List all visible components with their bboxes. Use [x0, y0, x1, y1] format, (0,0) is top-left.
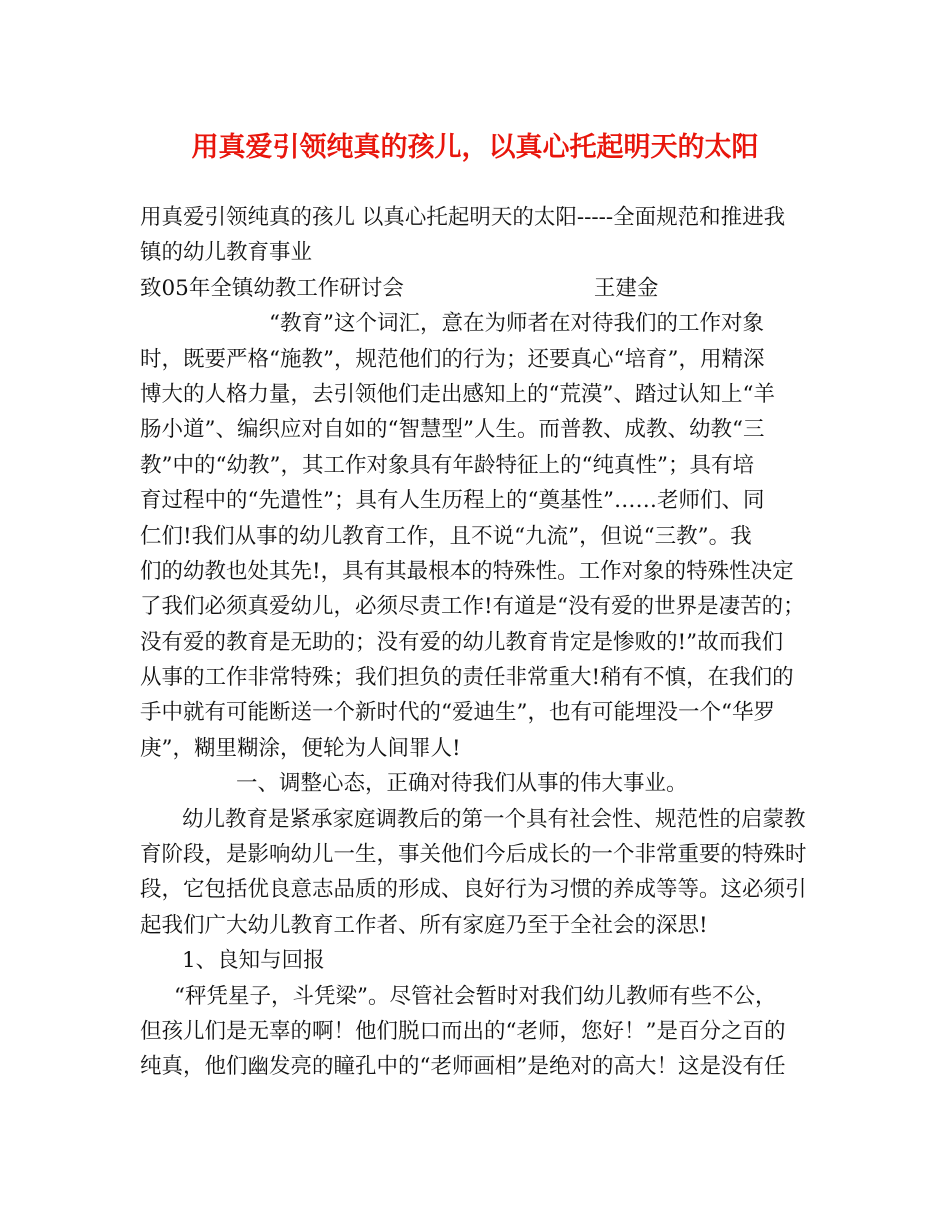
- subtitle-line: 镇的幼儿教育事业: [140, 240, 313, 266]
- paragraph-line: 时，既要严格“施教”，规范他们的行为；还要真心“培育”，用精深: [140, 346, 765, 372]
- paragraph-line: 庚”，糊里糊涂，便轮为人间罪人!: [140, 735, 461, 761]
- paragraph-line: 但孩儿们是无辜的啊！他们脱口而出的“老师，您好！”是百分之百的: [140, 1018, 786, 1044]
- author-name: 王建金: [593, 275, 659, 301]
- paragraph-line: 们的幼教也处其先!，具有其最根本的特殊性。工作对象的特殊性决定: [140, 558, 794, 584]
- paragraph-line: 幼儿教育是紧承家庭调教后的第一个具有社会性、规范性的启蒙教: [182, 806, 806, 832]
- paragraph-line: 博大的人格力量，去引领他们走出感知上的“荒漠”、踏过认知上“羊: [140, 381, 775, 407]
- document-title: 用真爱引领纯真的孩儿，以真心托起明天的太阳: [191, 132, 759, 163]
- paragraphs-container: [140, 306, 840, 1085]
- paragraph: [140, 943, 840, 978]
- paragraph: [140, 979, 840, 1085]
- occasion-text: 致05年全镇幼教工作研讨会: [140, 275, 404, 301]
- paragraph-line: 了我们必须真爱幼儿，必须尽责工作!有道是“没有爱的世界是凄苦的；: [140, 594, 805, 620]
- paragraph: [140, 802, 840, 944]
- paragraph-line: “教育”这个词汇，意在为师者在对待我们的工作对象: [269, 311, 764, 337]
- paragraph-line: 仁们!我们从事的幼儿教育工作，且不说“九流”，但说“三教”。我: [140, 523, 752, 549]
- paragraph-line: 育阶段，是影响幼儿一生，事关他们今后成长的一个非常重要的特殊时: [140, 842, 807, 868]
- paragraph-line: 段，它包括优良意志品质的形成、良好行为习惯的养成等等。这必须引: [140, 877, 807, 903]
- subtitle-line: 用真爱引领纯真的孩儿 以真心托起明天的太阳-----全面规范和推进我: [140, 205, 786, 230]
- paragraph-line: 一、调整心态，正确对待我们从事的伟大事业。: [236, 771, 688, 797]
- paragraph-line: “秤凭星子，斗凭梁”。尽管社会暂时对我们幼儿教师有些不公，: [174, 983, 777, 1009]
- paragraph-line: 从事的工作非常特殊；我们担负的责任非常重大!稍有不慎，在我们的: [140, 665, 794, 691]
- occasion-line: [140, 271, 840, 306]
- paragraph-line: 起我们广大幼儿教育工作者、所有家庭乃至于全社会的深思!: [140, 912, 708, 938]
- paragraph-line: 教”中的“幼教”，其工作对象具有年龄特征上的“纯真性”；具有培: [140, 452, 754, 478]
- paragraph-line: 1、良知与回报: [182, 948, 325, 974]
- paragraph: [140, 766, 840, 801]
- paragraph-line: 肠小道”、编织应对自如的“智慧型”人生。而普教、成教、幼教“三: [140, 417, 765, 443]
- document-body: [140, 200, 840, 1085]
- paragraph: [140, 306, 840, 766]
- paragraph-line: 纯真，他们幽发亮的瞳孔中的“老师画相”是绝对的高大！这是没有任: [140, 1054, 786, 1080]
- paragraph-line: 育过程中的“先遣性”；具有人生历程上的“奠基性”……老师们、同: [140, 488, 765, 514]
- paragraph-line: 没有爱的教育是无助的；没有爱的幼儿教育肯定是惨败的!”故而我们: [140, 629, 784, 655]
- paragraph-line: 手中就有可能断送一个新时代的“爱迪生”，也有可能埋没一个“华罗: [140, 700, 775, 726]
